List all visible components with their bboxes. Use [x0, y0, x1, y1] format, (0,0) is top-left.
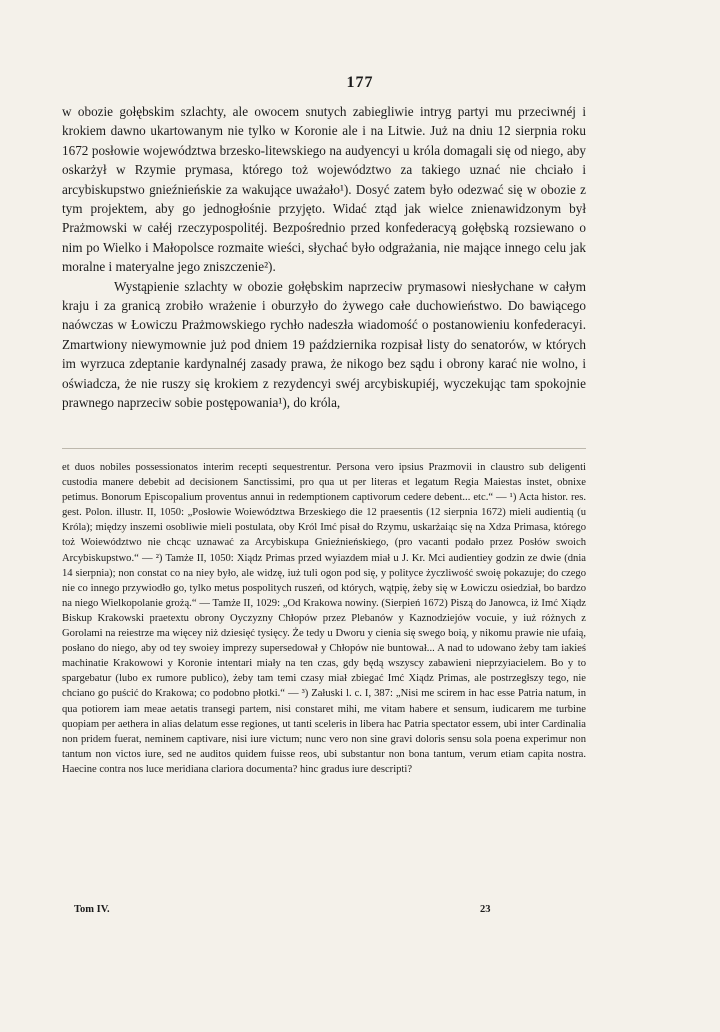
sheet-signature: 23	[480, 904, 491, 915]
footnotes	[62, 460, 586, 777]
main-text	[62, 102, 586, 413]
paragraph-1: w obozie gołębskim szlachty, ale owocem snutych zabiegliwie intryg partyi mu przeciwnéj i krokiem dawno ukartowanym nie tylko w Koronie ale i na Litwie. Już na dniu 12 sierpnia roku 1672 posłowie województwa brzesko-litewskiego na audyencyi u króla domagali się od niego, aby oskarżył w Rzymie prymasa, którego toż województwo za takiego uznać nie chciało i arcybiskupstwo gnieźnieńskie za wakujące uważało¹). Dosyć zatem było odezwać się w obozie z tym projektem, aby go jednogłośnie przyjęto. Widać ztąd jak wielce znienawidzonym był Prażmowski w całéj rzeczypospolitéj. Bezpośrednio przed konfederacyą gołębską rozsiewano o nim po Wielko i Małopolsce rozmaite wieści, słychać było odgrażania, nie mające innego celu jak moralne i materyalne jego zniszczenie²).	[62, 104, 586, 275]
footnote-block: et duos nobiles possessionatos interim recepti sequestrentur. Persona vero ipsius Prazmovii in claustro sub deligenti custodia manere debebit ad decisionem Sanctissimi, pro qua ut per literas et legatum Regia Maiestas instet, obnixe petimus. Bonorum Episcopalium proventus annui in redemptionem captivorum cedere debent... etc.“ — ¹) Acta histor. res. gest. Polon. illustr. II, 1050: „Posłowie Woiewództwa Brzeskiego die 12 praesentis (12 sierpnia 1672) mieli audientią (u Króla); między inszemi osobliwie mieli postulata, oby Król Imć pisał do Rzymu, uskarżaiąc się na Xdza Primasa, którego toż Woiewództwo nie chcąc uznawać za Arcybiskupa Gnieźnieńskiego, (pro vacanti podało przez Posłów swoich Arcybiskupstwo.“ — ²) Tamże II, 1050: Xiądz Primas przed wyiazdem miał u J. Kr. Mci audientiey godzin ze dwie (dnia 14 sierpnia); non constat co na niey było, ale widzę, iuż tuli ogon pod się, y polityce życzliwość swoię pokazuje; do czego nie co innego przywiodło go, tylko metus pospolitych ruszeń, od których, wątpię, żeby się w Łowiczu osiedział, bo bardzo na niego Wielkopolanie grożą.“ — Tamże II, 1029: „Od Krakowa nowiny. (Sierpień 1672) Piszą do Janowca, iż Imć Xiądz Biskup Krakowski praetextu obrony Oyczyzny Chłopów przez Plebanów y Kaznodziejów vocuie, y iuż różnych z Gorolami na reiestrze ma więcey niż dziesięć tysięcy. Że tedy u Dworu y cienia się swego boią, y nikomu prawie nie ufaią, posłano do niego, aby od tey swoiey imprezy supersedował y Chłopów nie buntował... A nad to udowano żeby tam iakieś machinatie Krakowowi y Koronie intentari miały na ten czas, gdy będą wszyscy zabawieni nieprzyiacielem. Bo y to spargebatur (lubo ex rumore publico), żeby tam temi czasy miał zbiegać Imć Xiądz Primas, ale postrzegłszy tego, nie chciano go puścić do Krakowa; co podobno płotki.“ — ³) Załuski l. c. I, 387: „Nisi me scirem in hac esse Patria natum, in qua potiorem iam meae aetatis transegi partem, nisi constaret mihi, me vitam habere et sensum, iudicarem me turbine quopiam per aethera in alias delatum esse regiones, ut tanti sceleris in libera hac Patria spectator essem, ubi inter Cardinalia non pridem fuerat, neminem captivare, nisi iure victum; nunc vero non sine gravi doloris sensu sola poena experimur non tantum non victos iure, sed ne auditos quidem fuisse reos, ubi substantur non bona tantum, verum etiam capita nostra. Haecine contra nos luce meridiana clariora documenta? hinc gradus iure descripti?	[62, 462, 586, 775]
footnote-divider	[62, 448, 586, 449]
paragraph-2: Wystąpienie szlachty w obozie gołębskim naprzeciw prymasowi niesłychane w całym kraju i za granicą zrobiło wrażenie i oburzyło do żywego całe duchowieństwo. Do bawiącego naówczas w Łowiczu Prażmowskiego rychło nadeszła wiadomość o postanowieniu konfederacyi. Zmartwiony niewymownie już pod dniem 19 października rozpisał listy do senatorów, w których im wyrzuca zdeptanie kardynalnéj zasady prawa, że nikogo bez sądu i obrony karać nie wolno, i oświadcza, że nie ruszy się krokiem z rezydencyi swéj arcybiskupiéj, wyczekując tam spokojnie prawnego naprzeciw sobie postępowania¹), do króla,	[62, 278, 586, 411]
page-number: 177	[346, 74, 374, 91]
volume-label: Tom IV.	[74, 904, 110, 915]
signature-line	[62, 904, 586, 918]
